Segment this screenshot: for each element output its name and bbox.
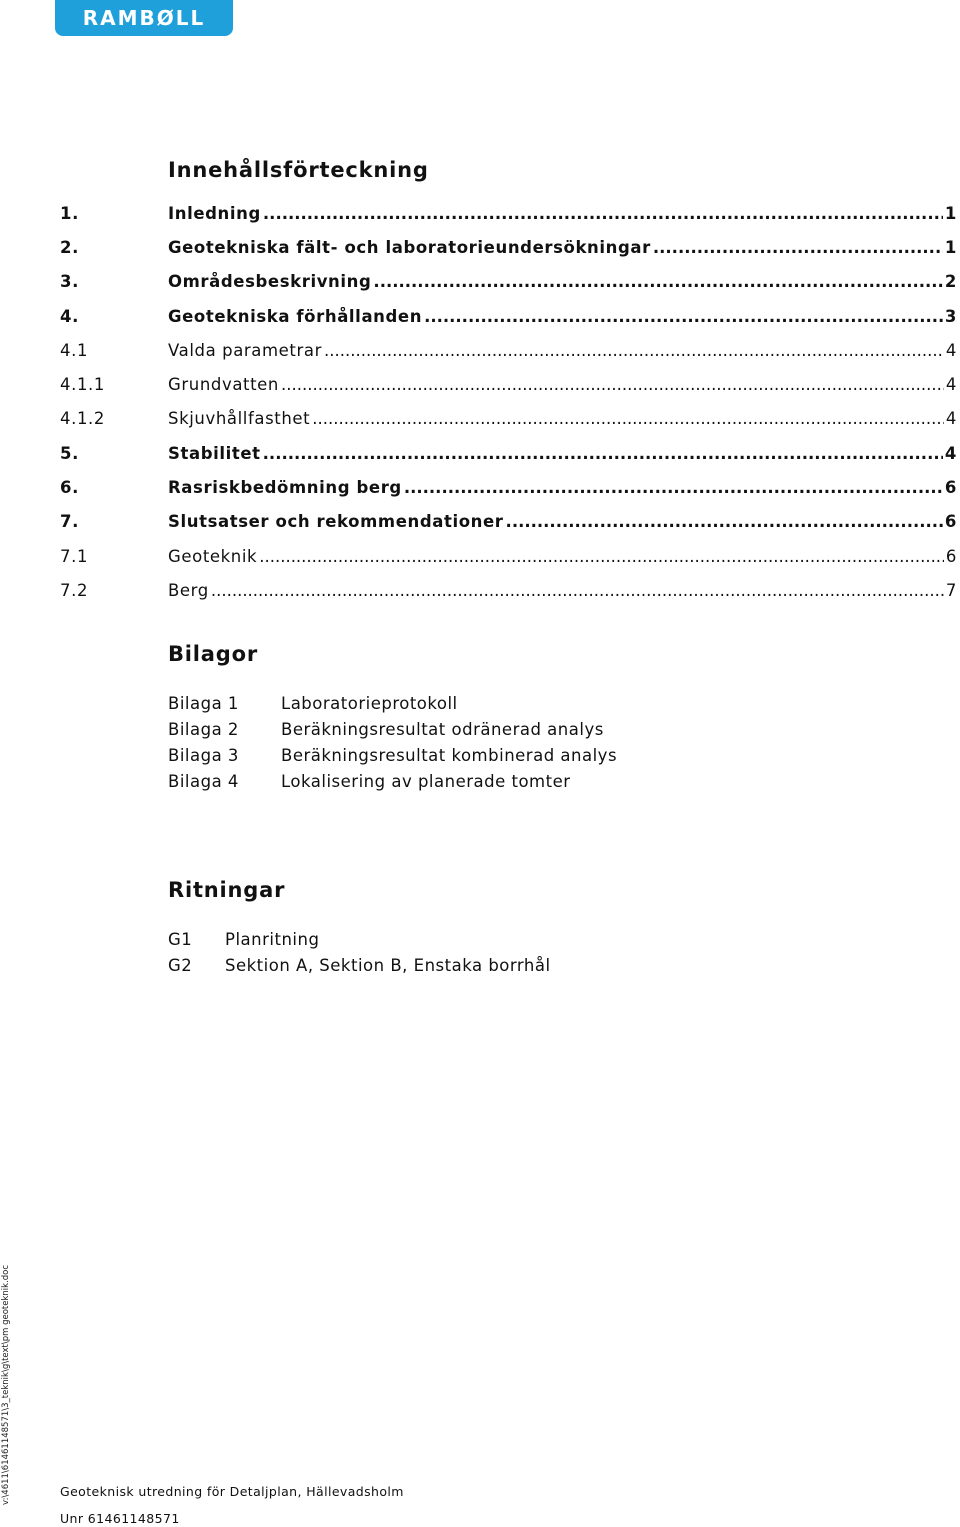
toc-entry-title: Områdesbeskrivning <box>168 272 372 292</box>
toc-entry-number: 5. <box>60 443 79 463</box>
toc-entry-page: 4 <box>945 409 957 429</box>
toc-entry-page: 7 <box>945 580 957 600</box>
toc-dot-leader <box>653 238 943 257</box>
ritningar-heading: Ritningar <box>168 878 286 902</box>
toc-dot-leader <box>324 341 944 360</box>
toc-entry-number: 7.1 <box>60 546 89 566</box>
toc-dot-leader <box>263 204 943 223</box>
toc-entry-page: 3 <box>944 306 957 326</box>
toc-entry-title: Rasriskbedömning berg <box>168 478 402 498</box>
toc-entry-number: 4.1 <box>60 340 89 360</box>
toc-entry[interactable] <box>60 539 957 573</box>
toc-entry-number: 6. <box>60 478 79 498</box>
bilagor-code: Bilaga 2 <box>168 720 239 739</box>
toc-entry-number: 3. <box>60 272 79 292</box>
toc-dot-leader <box>424 307 943 326</box>
toc-entry[interactable] <box>60 402 957 436</box>
toc-entry-number: 1. <box>60 203 79 223</box>
toc-entry[interactable] <box>60 230 957 264</box>
toc-entry-page: 4 <box>945 340 957 360</box>
toc-dot-leader <box>211 581 944 600</box>
toc-entry[interactable] <box>60 470 957 504</box>
toc-entry[interactable] <box>60 265 957 299</box>
toc-entry[interactable] <box>60 333 957 367</box>
toc-dot-leader <box>506 512 943 531</box>
toc-entry-page: 1 <box>944 237 957 257</box>
footer-number: Unr 61461148571 <box>60 1511 180 1526</box>
toc-entry-page: 6 <box>944 512 957 532</box>
table-of-contents <box>60 196 957 608</box>
toc-entry-page: 6 <box>945 546 957 566</box>
toc-dot-leader <box>281 375 944 394</box>
toc-entry-number: 4. <box>60 306 79 326</box>
toc-entry-title: Berg <box>168 580 209 600</box>
toc-entry[interactable] <box>60 436 957 470</box>
toc-entry-number: 4.1.1 <box>60 375 105 395</box>
toc-entry-page: 4 <box>944 443 957 463</box>
toc-entry[interactable] <box>60 196 957 230</box>
bilagor-text: Beräkningsresultat kombinerad analys <box>281 746 618 765</box>
toc-dot-leader <box>404 478 943 497</box>
toc-entry-title: Geotekniska fält- och laboratorieundersökningar <box>168 237 651 257</box>
toc-dot-leader <box>312 409 944 428</box>
bilagor-code: Bilaga 1 <box>168 694 239 713</box>
toc-entry-page: 2 <box>944 272 957 292</box>
toc-entry-title: Geoteknik <box>168 546 258 566</box>
footer-title: Geoteknisk utredning för Detaljplan, Hällevadsholm <box>60 1484 404 1499</box>
toc-entry[interactable] <box>60 573 957 607</box>
toc-heading: Innehållsförteckning <box>168 158 429 182</box>
bilagor-text: Lokalisering av planerade tomter <box>281 772 571 791</box>
bilagor-heading: Bilagor <box>168 642 258 666</box>
toc-entry-title: Grundvatten <box>168 375 279 395</box>
toc-entry-title: Valda parametrar <box>168 340 322 360</box>
bilagor-code: Bilaga 4 <box>168 772 239 791</box>
toc-entry[interactable] <box>60 505 957 539</box>
toc-entry-number: 2. <box>60 237 79 257</box>
toc-dot-leader <box>263 444 943 463</box>
ritningar-text: Planritning <box>225 930 320 949</box>
ramboll-logo: RAMBØLL <box>55 0 233 36</box>
toc-dot-leader <box>259 547 944 566</box>
ritningar-code: G2 <box>168 956 193 975</box>
toc-dot-leader <box>373 272 942 291</box>
toc-entry-title: Slutsatser och rekommendationer <box>168 512 504 532</box>
toc-entry[interactable] <box>60 299 957 333</box>
ritningar-code: G1 <box>168 930 193 949</box>
toc-entry-number: 7.2 <box>60 580 89 600</box>
toc-entry-page: 1 <box>944 203 957 223</box>
toc-entry[interactable] <box>60 367 957 401</box>
bilagor-text: Beräkningsresultat odränerad analys <box>281 720 604 739</box>
bilagor-code: Bilaga 3 <box>168 746 239 765</box>
toc-entry-number: 4.1.2 <box>60 409 105 429</box>
toc-entry-number: 7. <box>60 512 79 532</box>
toc-entry-title: Geotekniska förhållanden <box>168 306 423 326</box>
bilagor-text: Laboratorieprotokoll <box>281 694 458 713</box>
toc-entry-title: Stabilitet <box>168 443 261 463</box>
toc-entry-title: Inledning <box>168 203 261 223</box>
file-path-vertical: v:\4611\61461148571\3_teknik\g\text\pm geoteknik.doc <box>1 1264 11 1505</box>
toc-entry-page: 4 <box>945 375 957 395</box>
toc-entry-title: Skjuvhållfasthet <box>168 409 311 429</box>
toc-entry-page: 6 <box>944 478 957 498</box>
ritningar-text: Sektion A, Sektion B, Enstaka borrhål <box>225 956 551 975</box>
